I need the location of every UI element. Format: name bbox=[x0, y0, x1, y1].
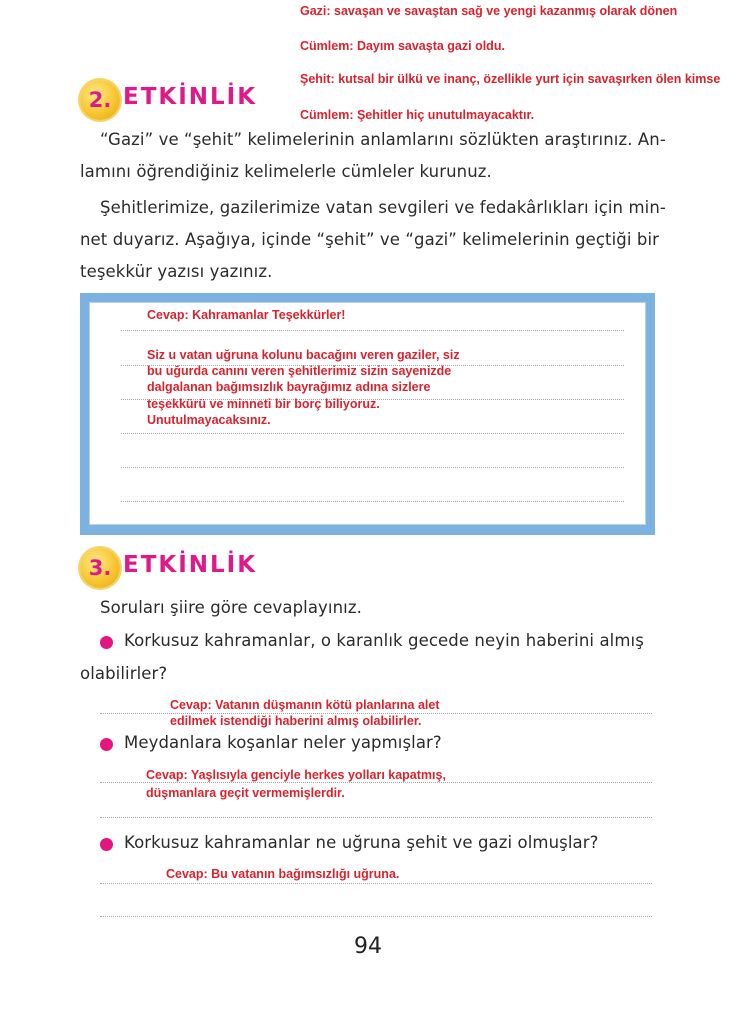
answer1-line-2: edilmek istendiği haberini almış olabilirler. bbox=[170, 714, 422, 728]
bullet-icon bbox=[100, 838, 113, 851]
activity3-title: ETKİNLİK bbox=[123, 552, 258, 578]
gazi-definition: Gazi: savaşan ve savaştan sağ ve yengi kazanmış olarak dönen bbox=[300, 4, 678, 18]
activity2-number: 2. bbox=[88, 88, 112, 112]
sehit-definition: Şehit: kutsal bir ülkü ve inanç, özellikle yurt için savaşırken ölen kimse bbox=[300, 72, 721, 86]
answer1-line-1: Cevap: Vatanın düşmanın kötü planlarına alet bbox=[170, 698, 440, 712]
question3: Korkusuz kahramanlar ne uğruna şehit ve gazi olmuşlar? bbox=[124, 833, 599, 852]
thank-you-answer-line-3: dalgalanan bağımsızlık bayrağımız adına sizlere bbox=[147, 380, 431, 394]
activity3-number-badge bbox=[80, 548, 120, 588]
writing-line bbox=[121, 467, 624, 468]
sehit-sentence: Cümlem: Şehitler hiç unutulmayacaktır. bbox=[300, 108, 535, 122]
question1-line-1: Korkusuz kahramanlar, o karanlık gecede neyin haberini almış bbox=[124, 631, 644, 650]
thank-you-answer-title: Cevap: Kahramanlar Teşekkürler! bbox=[147, 308, 346, 322]
writing-line bbox=[121, 433, 624, 434]
activity2-instruction-line-2: lamını öğrendiğiniz kelimelerle cümleler kurunuz. bbox=[80, 162, 492, 181]
answer-line bbox=[100, 916, 652, 917]
activity2-paragraph-line-1: Şehitlerimize, gazilerimize vatan sevgileri ve fedakârlıkları için min- bbox=[100, 198, 666, 217]
writing-line bbox=[121, 330, 624, 331]
thank-you-answer-line-4: teşekkürü ve minneti bir borç biliyoruz. bbox=[147, 397, 380, 411]
bullet-icon bbox=[100, 738, 113, 751]
question1-line-2: olabilirler? bbox=[80, 664, 168, 683]
activity3-instruction: Soruları şiire göre cevaplayınız. bbox=[100, 598, 362, 617]
gazi-sentence: Cümlem: Dayım savaşta gazi oldu. bbox=[300, 39, 505, 53]
thank-you-answer-line-2: bu uğurda canını veren şehitlerimiz sizin sayenizde bbox=[147, 364, 452, 378]
activity2-title: ETKİNLİK bbox=[123, 84, 258, 110]
thank-you-note-area bbox=[89, 302, 646, 525]
activity3-number: 3. bbox=[88, 556, 112, 580]
answer-line bbox=[100, 782, 652, 783]
answer2-line-1: Cevap: Yaşlısıyla genciyle herkes yolları kapatmış, bbox=[146, 768, 446, 782]
thank-you-answer-line-1: Siz u vatan uğruna kolunu bacağını veren gaziler, siz bbox=[147, 348, 460, 362]
answer3: Cevap: Bu vatanın bağımsızlığı uğruna. bbox=[166, 867, 400, 881]
answer2-line-2: düşmanlara geçit vermemişlerdir. bbox=[146, 786, 345, 800]
answer-line bbox=[100, 817, 652, 818]
activity2-paragraph-line-3: teşekkür yazısı yazınız. bbox=[80, 262, 273, 281]
page-number: 94 bbox=[354, 934, 382, 959]
question2: Meydanlara koşanlar neler yapmışlar? bbox=[124, 733, 442, 752]
writing-line bbox=[121, 501, 624, 502]
activity2-paragraph-line-2: net duyarız. Aşağıya, içinde “şehit” ve “gazi” kelimelerinin geçtiği bir bbox=[80, 230, 660, 249]
activity2-number-badge bbox=[80, 80, 120, 120]
bullet-icon bbox=[100, 636, 113, 649]
activity2-instruction-line-1: “Gazi” ve “şehit” kelimelerinin anlamlarını sözlükten araştırınız. An- bbox=[100, 130, 666, 149]
thank-you-note-frame bbox=[80, 293, 655, 535]
answer-line bbox=[100, 883, 652, 884]
thank-you-answer-line-5: Unutulmayacaksınız. bbox=[147, 413, 271, 427]
